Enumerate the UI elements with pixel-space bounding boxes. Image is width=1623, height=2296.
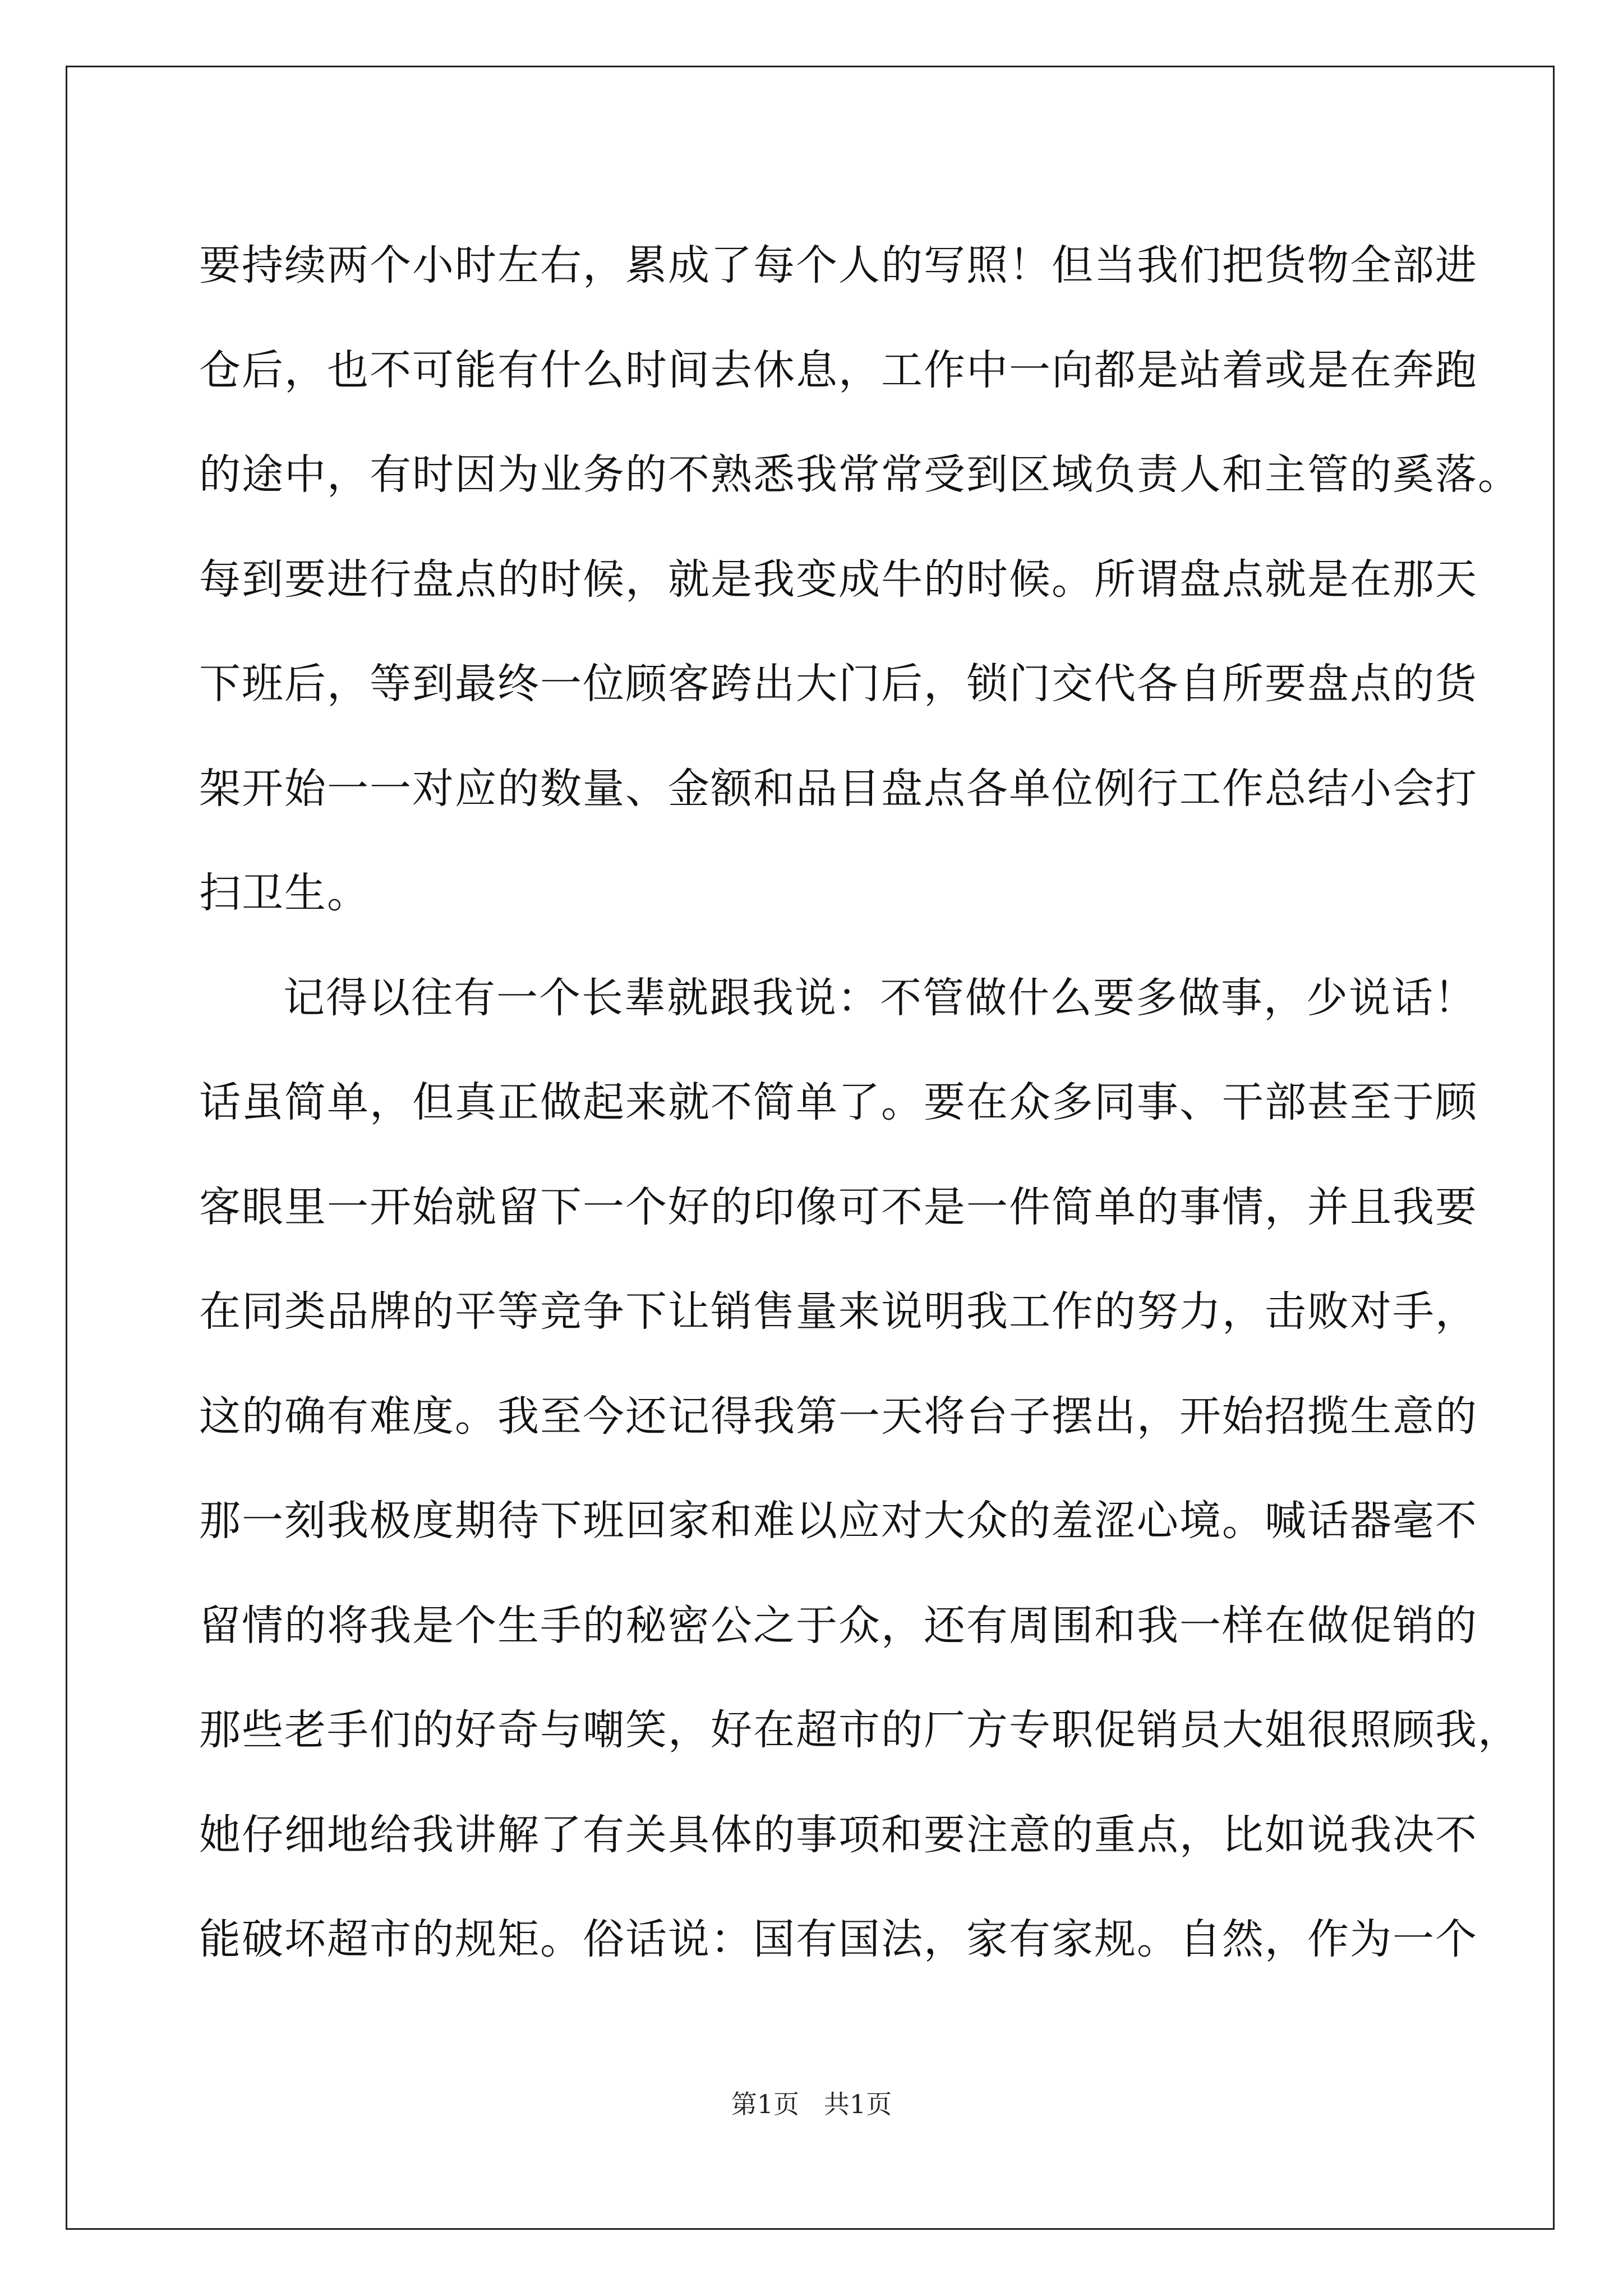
text-line: 仓后，也不可能有什么时间去休息，工作中一向都是站着或是在奔跑 [199, 346, 1478, 394]
text-line: 每到要进行盘点的时候，就是我变成牛的时候。所谓盘点就是在那天 [199, 555, 1478, 604]
text-line: 话虽简单，但真正做起来就不简单了。要在众多同事、干部甚至于顾 [199, 1078, 1478, 1126]
text-line: 的途中，有时因为业务的不熟悉我常常受到区域负责人和主管的奚落。 [199, 450, 1520, 499]
text-line: 那些老手们的好奇与嘲笑，好在超市的厂方专职促销员大姐很照顾我， [199, 1706, 1520, 1754]
text-line: 架开始一一对应的数量、金额和品目盘点各单位例行工作总结小会打 [199, 764, 1478, 813]
text-line: 在同类品牌的平等竞争下让销售量来说明我工作的努力，击败对手， [199, 1287, 1478, 1336]
page-footer: 第1页 共1页 [731, 2089, 892, 2119]
text-line: 客眼里一开始就留下一个好的印像可不是一件简单的事情，并且我要 [199, 1182, 1478, 1231]
text-line: 下班后，等到最终一位顾客跨出大门后，锁门交代各自所要盘点的货 [199, 660, 1478, 708]
paragraph-first-line: 记得以往有一个长辈就跟我说：不管做什么要多做事，少说话！ [283, 973, 1477, 1022]
document-body [199, 213, 1520, 1992]
text-line: 要持续两个小时左右，累成了每个人的写照！但当我们把货物全部进 [199, 241, 1478, 289]
text-line: 她仔细地给我讲解了有关具体的事项和要注意的重点，比如说我决不 [199, 1810, 1478, 1859]
text-line: 那一刻我极度期待下班回家和难以应对大众的羞涩心境。喊话器毫不 [199, 1497, 1478, 1545]
text-line: 留情的将我是个生手的秘密公之于众，还有周围和我一样在做促销的 [199, 1601, 1478, 1650]
text-line: 能破坏超市的规矩。俗话说：国有国法，家有家规。自然，作为一个 [199, 1915, 1478, 1963]
text-line: 扫卫生。 [199, 869, 370, 917]
text-line: 这的确有难度。我至今还记得我第一天将台子摆出，开始招揽生意的 [199, 1392, 1478, 1441]
